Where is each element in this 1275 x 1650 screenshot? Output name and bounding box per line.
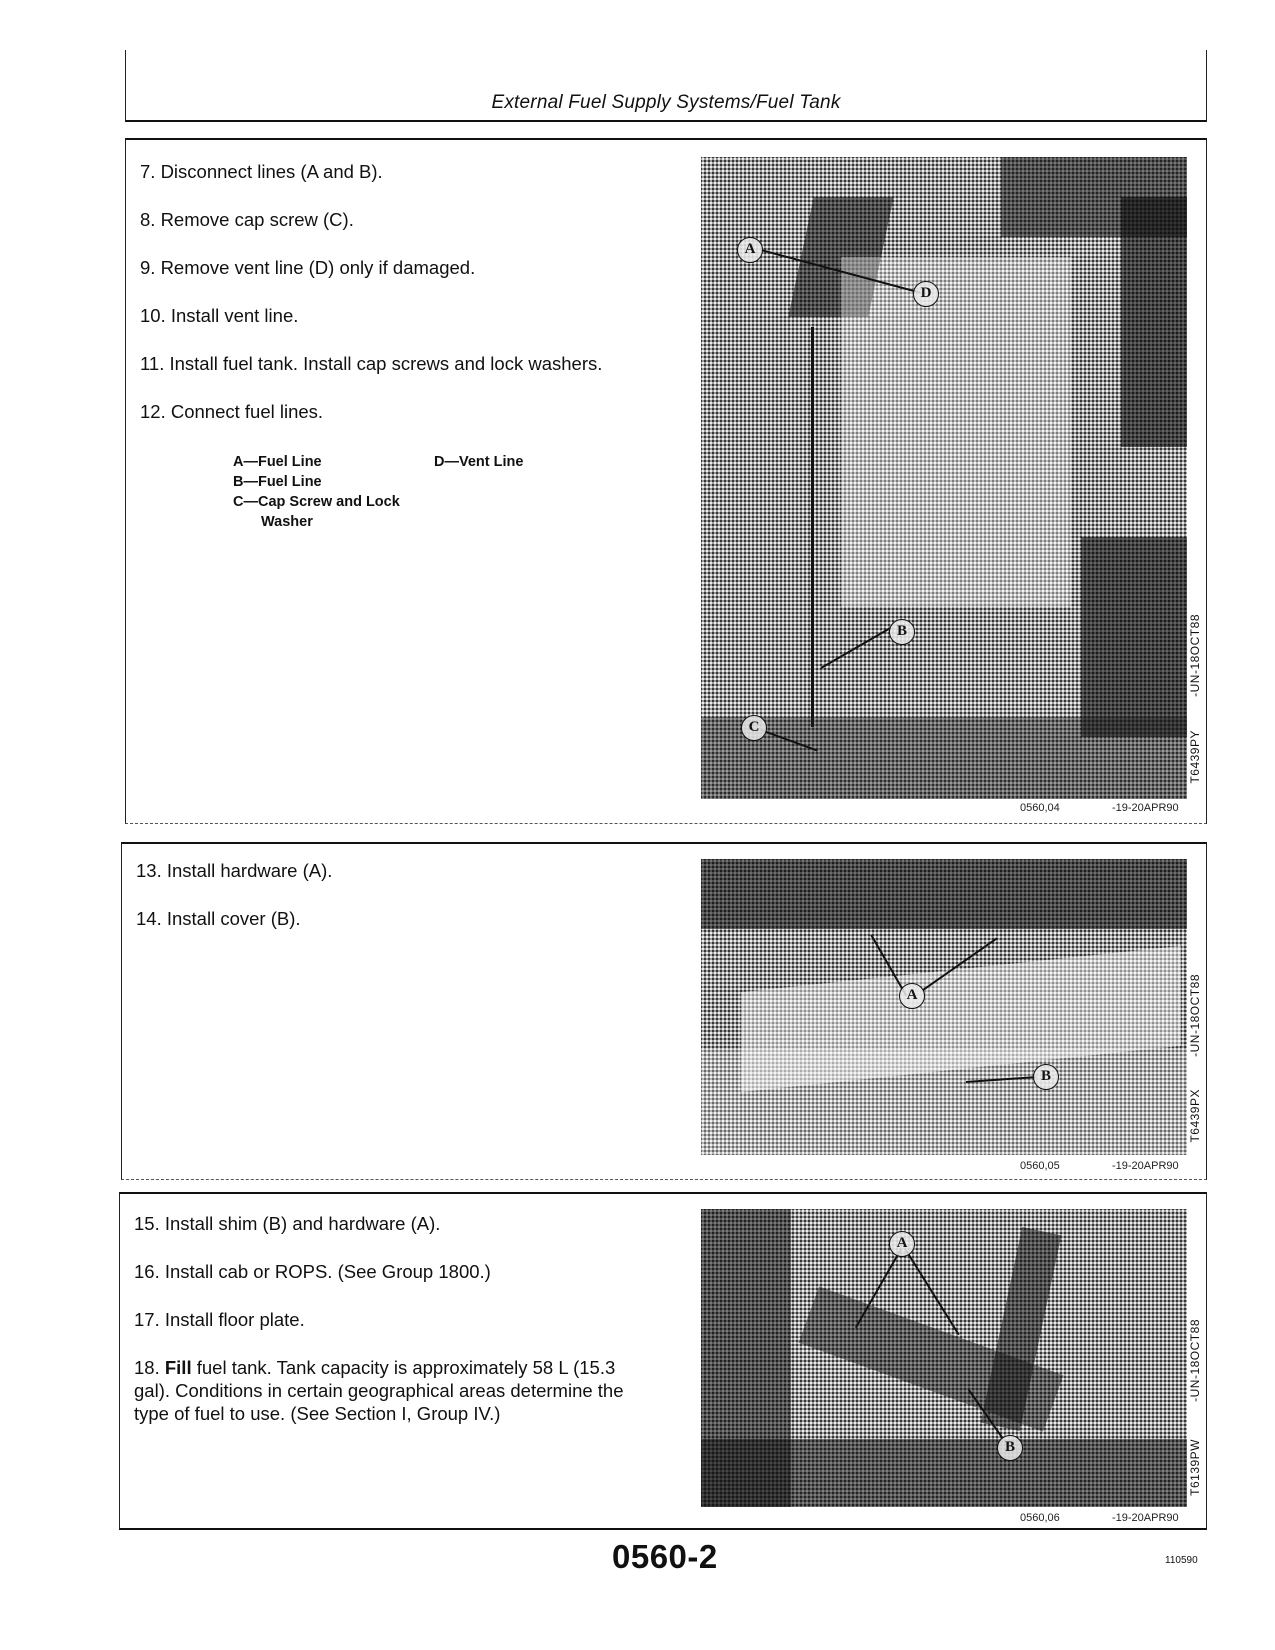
figure-ref: 0560,06 (1020, 1512, 1060, 1524)
step-18-text: fuel tank. Tank capacity is approximately 58 L (15.3 gal). Conditions in certain geographical areas determine the type of fuel to use. (See Section I, Group IV.) (134, 1357, 624, 1424)
figure-date-code: -UN-18OCT88 (1188, 1319, 1202, 1402)
legend-item-d: D—Vent Line (434, 454, 524, 470)
step-15: 15. Install shim (B) and hardware (A). (134, 1213, 441, 1234)
legend-item-a: A—Fuel Line (233, 454, 322, 470)
print-date: 110590 (1165, 1555, 1198, 1566)
step-13: 13. Install hardware (A). (136, 860, 333, 881)
figure-fuel-tank-lines (701, 157, 1187, 799)
procedure-section-3 (119, 1192, 1207, 1530)
figure-code: T6439PX (1188, 1089, 1202, 1143)
step-11: 11. Install fuel tank. Install cap screws and lock washers. (140, 353, 603, 374)
step-18-emphasis: Fill (164, 1357, 192, 1378)
callout-b: B (889, 619, 915, 645)
step-list (136, 859, 656, 955)
legend-item-c-cont: Washer (261, 514, 313, 530)
step-17: 17. Install floor plate. (134, 1309, 305, 1330)
step-18-number: 18. (134, 1357, 160, 1378)
legend-item-c: C—Cap Screw and Lock (233, 494, 400, 510)
figure-ref-date: -19-20APR90 (1112, 1160, 1179, 1172)
step-7: 7. Disconnect lines (A and B). (140, 161, 383, 182)
figure-ref: 0560,05 (1020, 1160, 1060, 1172)
step-list (140, 160, 660, 448)
figure-date-code: -UN-18OCT88 (1188, 614, 1202, 697)
step-9: 9. Remove vent line (D) only if damaged. (140, 257, 476, 278)
step-8: 8. Remove cap screw (C). (140, 209, 354, 230)
page-number: 0560-2 (612, 1538, 718, 1575)
callout-a: A (889, 1231, 915, 1257)
figure-ref-date: -19-20APR90 (1112, 1512, 1179, 1524)
procedure-section-1 (125, 138, 1207, 824)
callout-a: A (737, 237, 763, 263)
procedure-section-2 (121, 842, 1207, 1180)
step-14: 14. Install cover (B). (136, 908, 301, 929)
figure-cover-hardware (701, 859, 1187, 1155)
step-10: 10. Install vent line. (140, 305, 299, 326)
figure-ref-date: -19-20APR90 (1112, 802, 1179, 814)
callout-b: B (997, 1435, 1023, 1461)
callout-d: D (913, 281, 939, 307)
figure-date-code: -UN-18OCT88 (1188, 974, 1202, 1057)
step-list (134, 1212, 654, 1450)
callout-c: C (741, 715, 767, 741)
page-header (125, 50, 1207, 122)
figure-code: T6139PW (1188, 1439, 1202, 1496)
step-12: 12. Connect fuel lines. (140, 401, 324, 422)
figure-shim-hardware (701, 1209, 1187, 1507)
figure-code: T6439PY (1188, 730, 1202, 784)
parts-legend (233, 452, 400, 532)
callout-a: A (899, 983, 925, 1009)
step-16: 16. Install cab or ROPS. (See Group 1800.) (134, 1261, 491, 1282)
callout-b: B (1033, 1064, 1059, 1090)
step-18 (134, 1356, 654, 1425)
page-title: External Fuel Supply Systems/Fuel Tank (491, 92, 841, 113)
legend-item-b: B—Fuel Line (233, 474, 322, 490)
figure-ref: 0560,04 (1020, 802, 1060, 814)
